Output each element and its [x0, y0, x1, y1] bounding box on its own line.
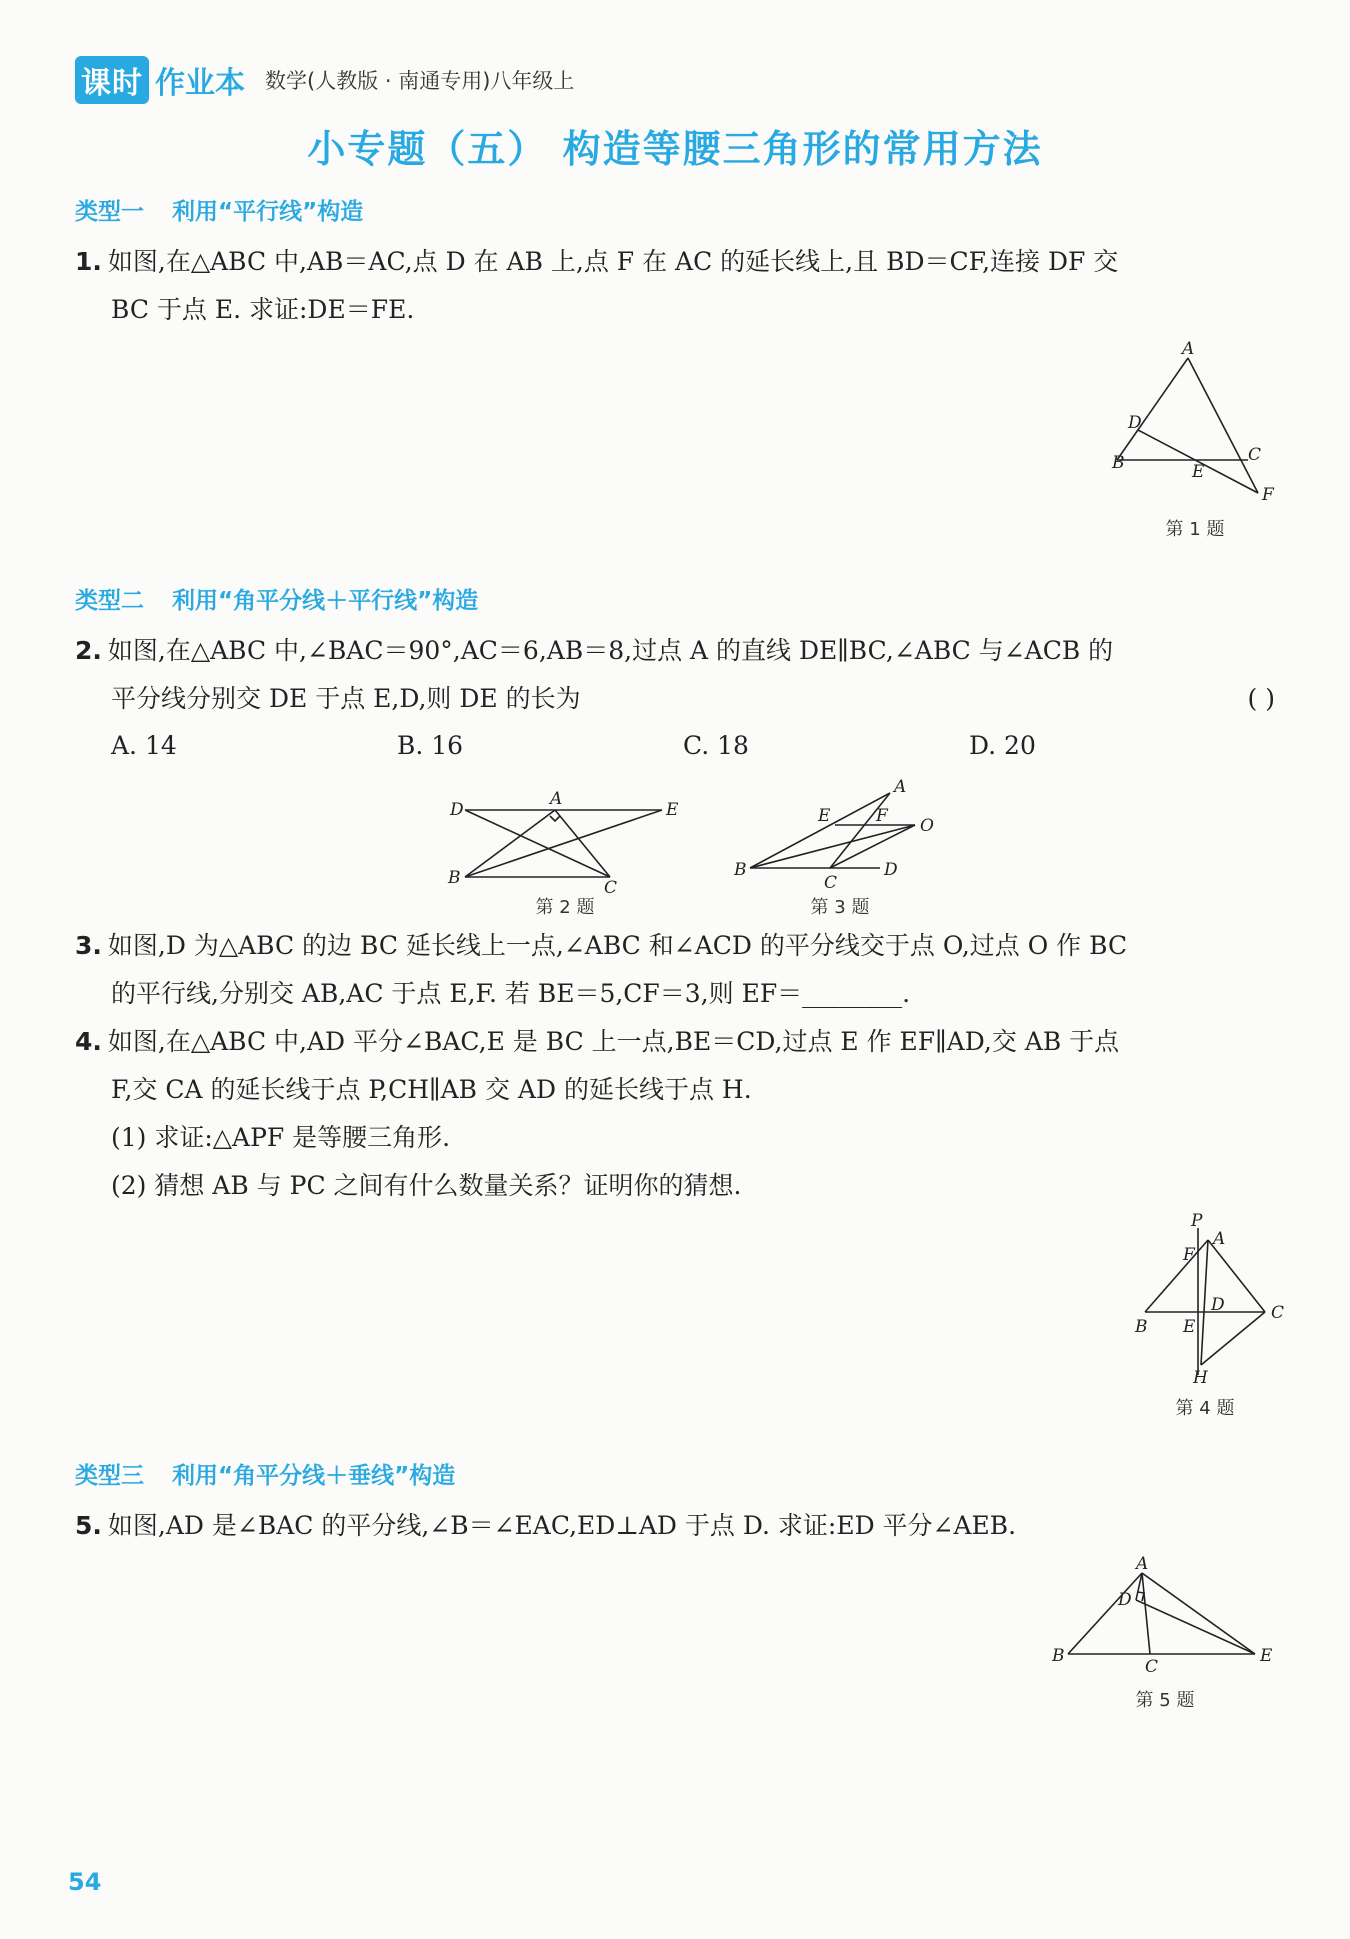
question-number: 3. — [75, 931, 102, 960]
point-label-b: B — [1052, 1646, 1065, 1666]
question-2 — [75, 627, 1275, 723]
point-label-d: D — [450, 800, 464, 820]
point-label-e: E — [666, 800, 679, 820]
book-header — [75, 58, 574, 102]
choice-a: A. 14 — [111, 731, 177, 760]
point-label-c: C — [1271, 1303, 1285, 1323]
point-label-f: F — [876, 806, 888, 826]
figure-4 — [1125, 1210, 1295, 1390]
point-label-p: P — [1191, 1211, 1203, 1231]
question-text: 如图,在△ABC 中,∠BAC＝90°,AC＝6,AB＝8,过点 A 的直线 DE∥BC,∠ABC 与∠ACB 的 — [107, 636, 1114, 665]
figure-2-caption: 第 2 题 — [535, 897, 595, 918]
question-text: 如图,在△ABC 中,AB＝AC,点 D 在 AB 上,点 F 在 AC 的延长线上,且 BD＝CF,连接 DF 交 — [107, 247, 1119, 276]
point-label-a: A — [550, 789, 563, 809]
point-label-b: B — [734, 860, 747, 880]
figure-4-caption: 第 4 题 — [1175, 1398, 1235, 1419]
question-text: 平分线分别交 DE 于点 E,D,则 DE 的长为 — [111, 684, 581, 713]
question-number: 1. — [75, 247, 102, 276]
segment-ac — [1142, 1573, 1150, 1654]
sub-question-1: (1) 求证:△APF 是等腰三角形. — [111, 1123, 451, 1152]
segment-ae — [1142, 1573, 1255, 1654]
choice-c: C. 18 — [683, 731, 749, 760]
page-number: 54 — [68, 1868, 102, 1896]
point-label-f: F — [1262, 485, 1274, 505]
point-label-a: A — [1213, 1229, 1226, 1249]
point-label-c: C — [604, 878, 618, 895]
segment-dc — [465, 810, 610, 877]
section-label: 类型二 — [75, 588, 144, 614]
question-number: 5. — [75, 1511, 102, 1540]
sub-question-2: (2) 猜想 AB 与 PC 之间有什么数量关系？证明你的猜想. — [111, 1171, 742, 1200]
choice-b: B. 16 — [397, 731, 464, 760]
question-text: 如图,在△ABC 中,AD 平分∠BAC,E 是 BC 上一点,BE＝CD,过点 E 作 EF∥AD,交 AB 于点 — [107, 1027, 1120, 1056]
point-label-c: C — [1145, 1657, 1159, 1675]
point-label-b: B — [1135, 1317, 1148, 1337]
question-text: 如图,AD 是∠BAC 的平分线,∠B＝∠EAC,ED⊥AD 于点 D. 求证:ED 平分∠AEB. — [107, 1511, 1017, 1540]
point-label-b: B — [448, 868, 461, 888]
section-text: 利用“角平分线＋平行线”构造 — [172, 588, 479, 614]
point-label-d: D — [1211, 1295, 1225, 1315]
book-logo: 课时 — [75, 56, 149, 104]
section-text: 利用“平行线”构造 — [172, 199, 364, 225]
answer-bracket: ( ) — [1247, 684, 1275, 713]
section-label: 类型三 — [75, 1463, 144, 1489]
segment-ab — [465, 810, 555, 877]
point-label-a: A — [894, 777, 907, 797]
figure-5 — [1050, 1555, 1280, 1675]
right-angle-mark — [1138, 1592, 1144, 1601]
question-5 — [75, 1502, 1275, 1550]
figure-2 — [440, 785, 680, 895]
choice-d: D. 20 — [969, 731, 1036, 760]
book-series-name: 作业本 — [155, 66, 245, 101]
point-label-a: A — [1182, 339, 1195, 359]
book-info: 数学(人教版 · 南通专用)八年级上 — [265, 69, 575, 93]
segment-ab — [1117, 358, 1188, 460]
segment-co — [830, 825, 915, 868]
figure-3 — [730, 775, 950, 895]
question-text: BC 于点 E. 求证:DE＝FE. — [111, 295, 415, 324]
section-label: 类型一 — [75, 199, 144, 225]
question-text: 的平行线,分别交 AB,AC 于点 E,F. 若 BE＝5,CF＝3,则 EF＝________. — [111, 979, 911, 1008]
point-label-c: C — [824, 873, 838, 893]
section-text: 利用“角平分线＋垂线”构造 — [172, 1463, 456, 1489]
segment-de — [1136, 1600, 1255, 1654]
segment-ah — [1201, 1240, 1208, 1365]
segment-ab — [1068, 1573, 1142, 1654]
segment-ca — [830, 793, 890, 868]
answer-choices — [111, 731, 1255, 760]
figure-1 — [1100, 338, 1290, 508]
point-label-o: O — [920, 816, 934, 836]
segment-ba — [750, 793, 890, 868]
question-text: F,交 CA 的延长线于点 P,CH∥AB 交 AD 的延长线于点 H. — [111, 1075, 752, 1104]
point-label-e: E — [1192, 462, 1205, 482]
figure-5-caption: 第 5 题 — [1135, 1690, 1195, 1711]
section-heading-type-3 — [75, 1457, 455, 1490]
question-text: 如图,D 为△ABC 的边 BC 延长线上一点,∠ABC 和∠ACD 的平分线交于点 O,过点 O 作 BC — [107, 931, 1128, 960]
point-label-f: F — [1183, 1245, 1195, 1265]
point-label-d: D — [884, 860, 898, 880]
question-number: 2. — [75, 636, 102, 665]
segment-ch — [1201, 1312, 1265, 1365]
point-label-e: E — [818, 806, 831, 826]
question-4 — [75, 1018, 1275, 1210]
point-label-c: C — [1248, 445, 1262, 465]
section-heading-type-1 — [75, 193, 363, 226]
figure-1-caption: 第 1 题 — [1165, 519, 1225, 540]
question-number: 4. — [75, 1027, 102, 1056]
question-3 — [75, 922, 1275, 1018]
point-label-a: A — [1136, 1555, 1149, 1574]
point-label-e: E — [1183, 1317, 1196, 1337]
figure-3-caption: 第 3 题 — [810, 897, 870, 918]
point-label-h: H — [1193, 1368, 1208, 1388]
question-1 — [75, 238, 1275, 334]
point-label-d: D — [1128, 413, 1142, 433]
point-label-e: E — [1260, 1646, 1273, 1666]
page-title: 小专题（五） 构造等腰三角形的常用方法 — [307, 126, 1043, 171]
point-label-b: B — [1112, 453, 1125, 473]
point-label-d: D — [1118, 1590, 1132, 1610]
right-angle-mark — [550, 816, 560, 821]
section-heading-type-2 — [75, 582, 478, 615]
